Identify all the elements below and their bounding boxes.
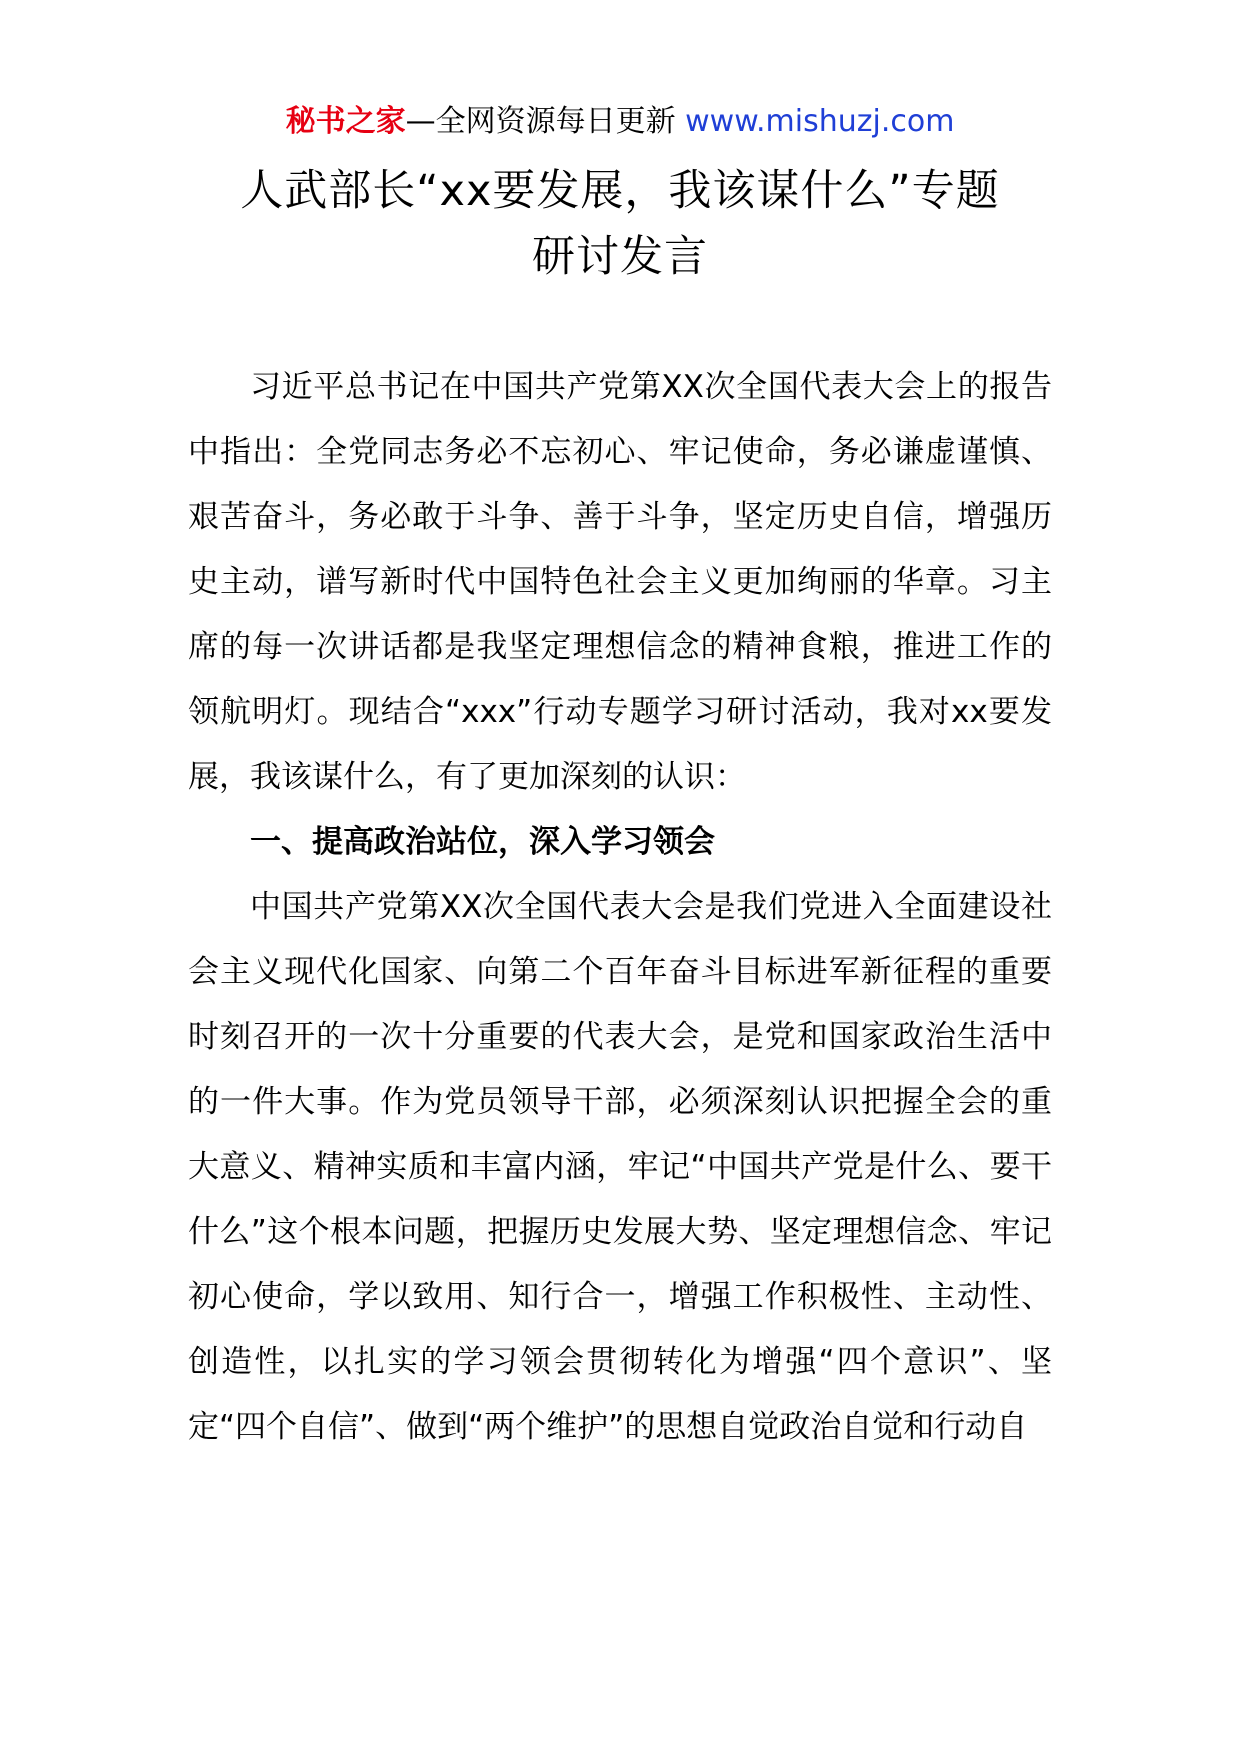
brand-name: 秘书之家 (285, 104, 406, 139)
site-url-link[interactable]: www.mishuzj.com (685, 104, 955, 139)
document-title (150, 158, 1090, 290)
paragraph-section-1: 中国共产党第XX次全国代表大会是我们党进入全面建设社会主义现代化国家、向第二个百年奋斗目标进军新征程的重要时刻召开的一次十分重要的代表大会，是党和国家政治生活中的一件大事。作为党员领导干部，必须深刻认识把握全会的重大意义、精神实质和丰富内涵，牢记“中国共产党是什么、要干什么”这个根本问题，把握历史发展大势、坚定理想信念、牢记初心使命，学以致用、知行合一，增强工作积极性、主动性、创造性，以扎实的学习领会贯彻转化为增强“四个意识”、坚定“四个自信”、做到“两个维护”的思想自觉政治自觉和行动自 (188, 889, 1052, 1445)
document-body (188, 355, 1052, 1460)
section-heading-1: 一、提高政治站位，深入学习领会 (250, 824, 715, 860)
title-line-2: 研讨发言 (532, 232, 708, 282)
site-header (0, 100, 1240, 144)
paragraph-intro: 习近平总书记在中国共产党第XX次全国代表大会上的报告中指出：全党同志务必不忘初心、牢记使命，务必谦虚谨慎、艰苦奋斗，务必敢于斗争、善于斗争，坚定历史自信，增强历史主动，谱写新时代中国特色社会主义更加绚丽的华章。习主席的每一次讲话都是我坚定理想信念的精神食粮，推进工作的领航明灯。现结合“xxx”行动专题学习研讨活动，我对xx要发展，我该谋什么，有了更加深刻的认识： (188, 369, 1052, 795)
title-line-1: 人武部长“xx要发展，我该谋什么”专题 (240, 166, 1000, 216)
header-tagline: —全网资源每日更新 (405, 104, 676, 139)
